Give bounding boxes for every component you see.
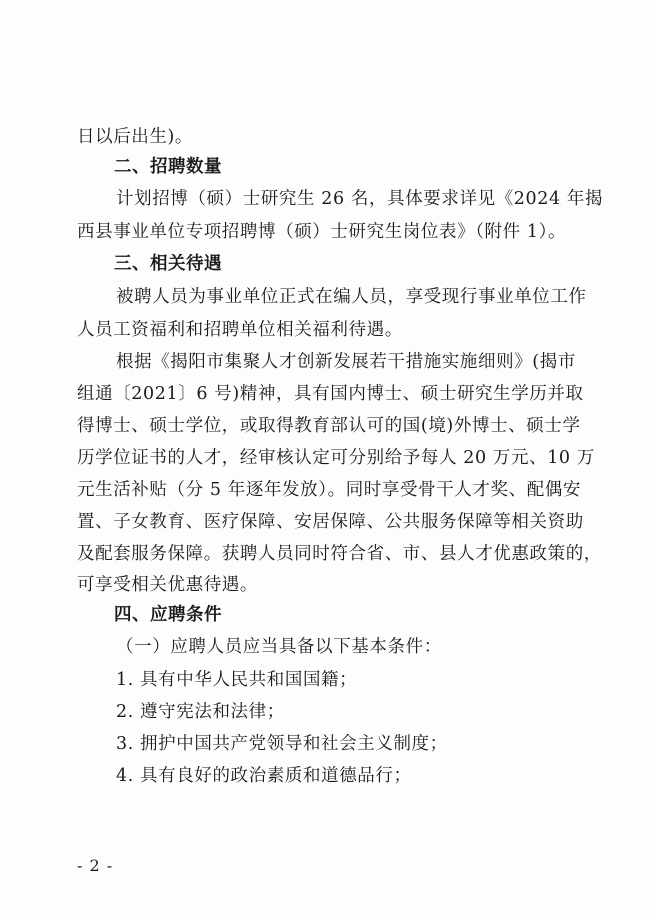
text-line-continuation: 日以后出生)。 <box>77 127 194 147</box>
list-item: 1. 具有中华人民共和国国籍； <box>116 670 358 690</box>
paragraph-line: 历学位证书的人才，经审核认定可分别给予每人 20 万元、10 万 <box>77 448 595 468</box>
list-item: 4. 具有良好的政治素质和道德品行； <box>116 766 412 786</box>
list-item: 2. 遵守宪法和法律； <box>116 702 285 722</box>
paragraph-line: 可享受相关优惠待遇。 <box>77 575 258 595</box>
paragraph-line: 元生活补贴（分 5 年逐年发放）。同时享受骨干人才奖、配偶安 <box>77 480 582 500</box>
section-heading-recruitment-quantity: 二、招聘数量 <box>114 157 222 177</box>
paragraph-line: 组通〔2021〕6 号)精神，具有国内博士、硕士研究生学历并取 <box>77 384 584 404</box>
section-heading-benefits: 三、相关待遇 <box>114 254 222 274</box>
paragraph-line: 及配套服务保障。获聘人员同时符合省、市、县人才优惠政策的， <box>77 544 602 564</box>
page-number: - 2 - <box>77 856 114 875</box>
subsection-heading: （一）应聘人员应当具备以下基本条件： <box>116 637 442 657</box>
paragraph-line: 根据《揭阳市集聚人才创新发展若干措施实施细则》(揭市 <box>116 352 576 372</box>
list-item: 3. 拥护中国共产党领导和社会主义制度； <box>116 734 448 754</box>
paragraph-line: 计划招博（硕）士研究生 26 名，具体要求详见《2024 年揭 <box>116 189 604 209</box>
paragraph-line: 置、子女教育、医疗保障、安居保障、公共服务保障等相关资助 <box>77 512 584 532</box>
paragraph-line: 西县事业单位专项招聘博（硕）士研究生岗位表》（附件 1）。 <box>77 222 567 242</box>
section-heading-application-requirements: 四、应聘条件 <box>114 605 222 625</box>
paragraph-line: 人员工资福利和招聘单位相关福利待遇。 <box>77 320 403 340</box>
paragraph-line: 被聘人员为事业单位正式在编人员，享受现行事业单位工作 <box>116 287 587 307</box>
paragraph-line: 得博士、硕士学位，或取得教育部认可的国(境)外博士、硕士学 <box>77 416 581 436</box>
